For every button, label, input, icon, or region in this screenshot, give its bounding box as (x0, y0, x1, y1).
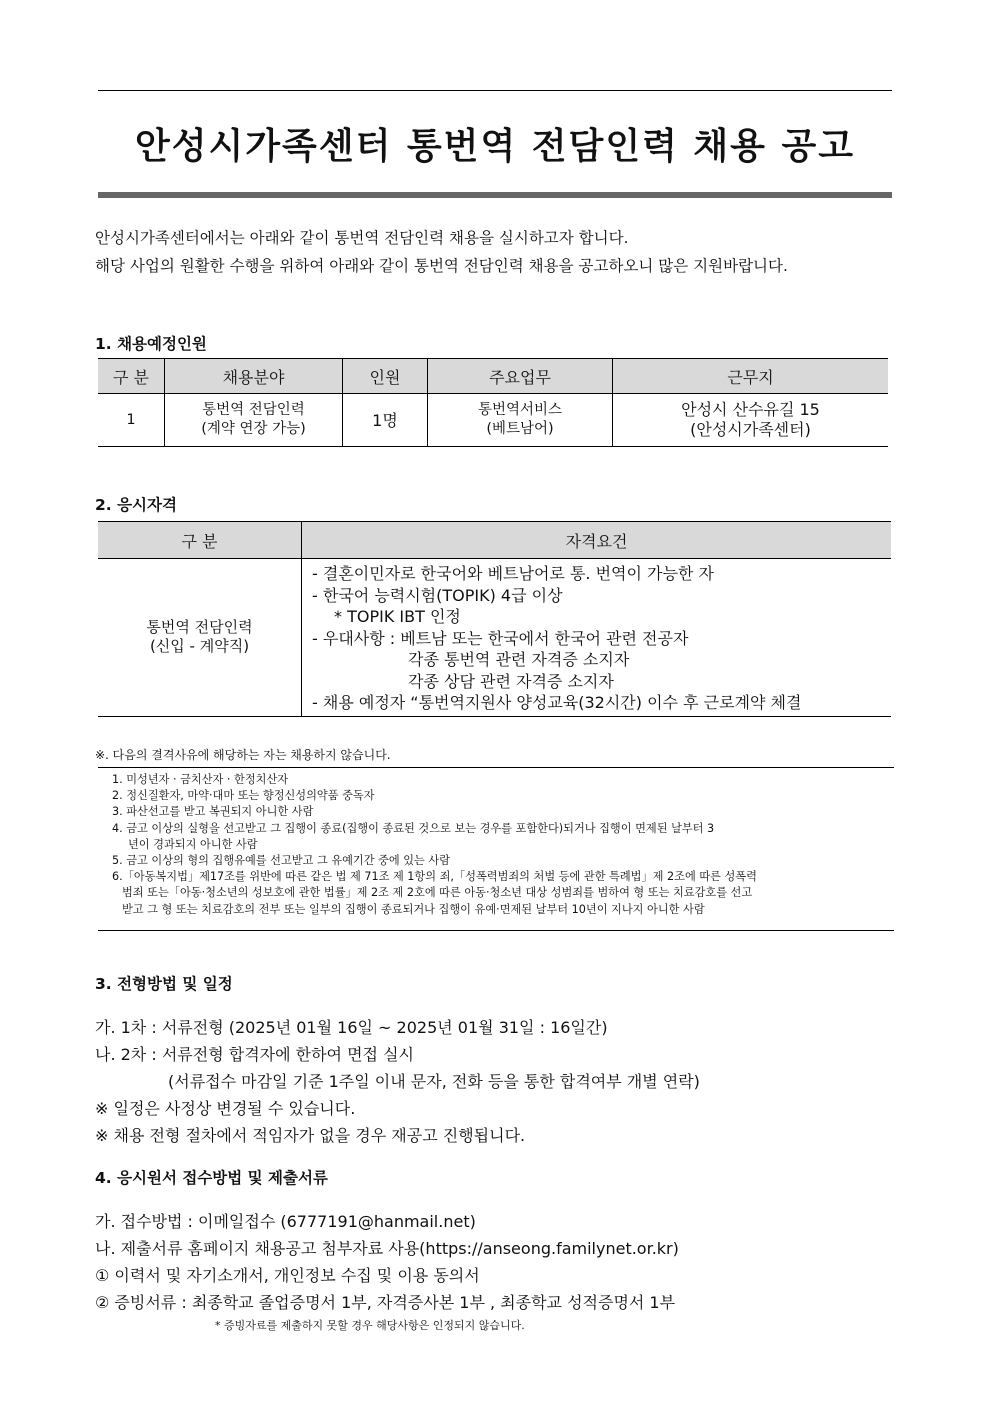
requirement-item: - 결혼이민자로 한국어와 베트남어로 통. 번역이 가능한 자 (312, 564, 714, 583)
col-header-category: 구 분 (98, 359, 165, 394)
document-item: ① 이력서 및 자기소개서, 개인정보 수집 및 이용 동의서 (95, 1266, 480, 1285)
application-method: 가. 접수방법 : 이메일접수 (6777191@hanmail.net) (95, 1212, 476, 1231)
cell-category (98, 559, 302, 717)
field-line-1: 통번역 전담인력 (202, 402, 305, 418)
list-item: 받고 그 형 또는 치료감호의 전부 또는 일부의 집행이 종료되거나 집행이 유예·면제된 날부터 10년이 지나지 아니한 사람 (122, 902, 705, 916)
list-item: 범죄 또는「아동·청소년의 성보호에 관한 법률」제 2조 제 2호에 따른 아동·청소년 대상 성범죄를 범하여 형 또는 치료감호를 선고 (122, 886, 753, 900)
page-title: 안성시가족센터 통번역 전담인력 채용 공고 (134, 126, 856, 167)
requirement-item: - 한국어 능력시험(TOPIK) 4급 이상 (312, 585, 563, 605)
table-row (98, 559, 891, 717)
table-row (98, 394, 888, 447)
schedule-note: ※ 채용 전형 절차에서 적임자가 없을 경우 재공고 진행됩니다. (95, 1126, 526, 1145)
intro-line-2: 해당 사업의 원활한 수행을 위하여 아래와 같이 통번역 전담인력 채용을 공고하오니 많은 지원바랍니다. (95, 257, 788, 275)
requirement-item: * TOPIK IBT 인정 (334, 607, 461, 626)
place-line-1: 안성시 산수유길 15 (681, 400, 820, 419)
requirement-item: 각종 상담 관련 자격증 소지자 (408, 671, 614, 691)
cell-count: 1명 (343, 394, 428, 447)
duty-line-2: (베트남어) (486, 421, 554, 437)
section2-heading: 2. 응시자격 (95, 496, 177, 514)
disqualification-note: ※. 다음의 결격사유에 해당하는 자는 채용하지 않습니다. (95, 748, 391, 762)
col-header-category: 구 분 (98, 522, 302, 559)
requirement-item: 각종 통번역 관련 자격증 소지자 (408, 650, 630, 669)
qualification-table (98, 521, 891, 717)
category-line-1: 통번역 전담인력 (146, 618, 253, 637)
list-item: 3. 파산선고를 받고 복권되지 아니한 사람 (112, 805, 314, 819)
schedule-line: (서류접수 마감일 기준 1주일 이내 문자, 전화 등을 통한 합격여부 개별 연락) (168, 1072, 700, 1091)
section3-heading: 3. 전형방법 및 일정 (95, 975, 233, 993)
document-item: ② 증빙서류 : 최종학교 졸업증명서 1부, 자격증사본 1부 , 최종학교 성적증명서 1부 (95, 1293, 676, 1312)
cell-place (613, 394, 889, 447)
cell-field (165, 394, 343, 447)
requirement-item: - 우대사항 : 베트남 또는 한국에서 한국어 관련 전공자 (312, 628, 689, 648)
schedule-note: ※ 일정은 사정상 변경될 수 있습니다. (95, 1099, 356, 1118)
duty-line-1: 통번역서비스 (477, 402, 563, 418)
list-item: 2. 정신질환자, 마약·대마 또는 향정신성의약품 중독자 (112, 789, 375, 803)
disqualification-list (112, 772, 890, 918)
list-item: 5. 금고 이상의 형의 집행유예를 선고받고 그 유예기간 중에 있는 사람 (112, 854, 451, 868)
cell-requirements (302, 559, 892, 717)
list-item: 6.「아동복지법」제17조를 위반에 따른 같은 법 제 71조 제 1항의 죄,「성폭력범죄의 처벌 등에 관한 특례법」제 2조에 따른 성폭력 (112, 870, 757, 884)
disqualification-box (98, 767, 894, 931)
documents-footnote: * 증빙자료를 제출하지 못할 경우 해당사항은 인정되지 않습니다. (215, 1319, 525, 1332)
application-documents: 나. 제출서류 홈페이지 채용공고 첨부자료 사용(https://anseong.familynet.or.kr) (95, 1239, 679, 1258)
cell-duty (428, 394, 613, 447)
col-header-place: 근무지 (613, 359, 889, 394)
title-bottom-rule (98, 192, 892, 198)
col-header-field: 채용분야 (165, 359, 343, 394)
section4-heading: 4. 응시원서 접수방법 및 제출서류 (95, 1169, 328, 1187)
section1-heading: 1. 채용예정인원 (95, 335, 207, 353)
schedule-line: 가. 1차 : 서류전형 (2025년 01월 16일 ~ 2025년 01월 31일 : 16일간) (95, 1018, 608, 1037)
list-item: 1. 미성년자 · 금치산자 · 한정치산자 (112, 773, 289, 786)
place-line-2: (안성시가족센터) (690, 420, 811, 439)
recruitment-table (98, 358, 888, 447)
intro-line-1: 안성시가족센터에서는 아래와 같이 통번역 전담인력 채용을 실시하고자 합니다. (95, 229, 629, 247)
col-header-requirements: 자격요건 (302, 522, 892, 559)
list-item: 4. 금고 이상의 실형을 선고받고 그 집행이 종료(집행이 종료된 것으로 보는 경우를 포함한다)되거나 집행이 면제된 날부터 3 (112, 821, 715, 835)
cell-no: 1 (98, 394, 165, 447)
category-line-2: (신입 - 계약직) (149, 637, 250, 656)
title-top-rule (98, 90, 892, 91)
col-header-count: 인원 (343, 359, 428, 394)
col-header-duty: 주요업무 (428, 359, 613, 394)
requirement-item: - 채용 예정자 “통번역지원사 양성교육(32시간) 이수 후 근로계약 체결 (312, 693, 802, 712)
field-line-2: (계약 연장 가능) (201, 421, 306, 437)
list-item: 년이 경과되지 아니한 사람 (128, 837, 258, 851)
schedule-line: 나. 2차 : 서류전형 합격자에 한하여 면접 실시 (95, 1045, 415, 1064)
